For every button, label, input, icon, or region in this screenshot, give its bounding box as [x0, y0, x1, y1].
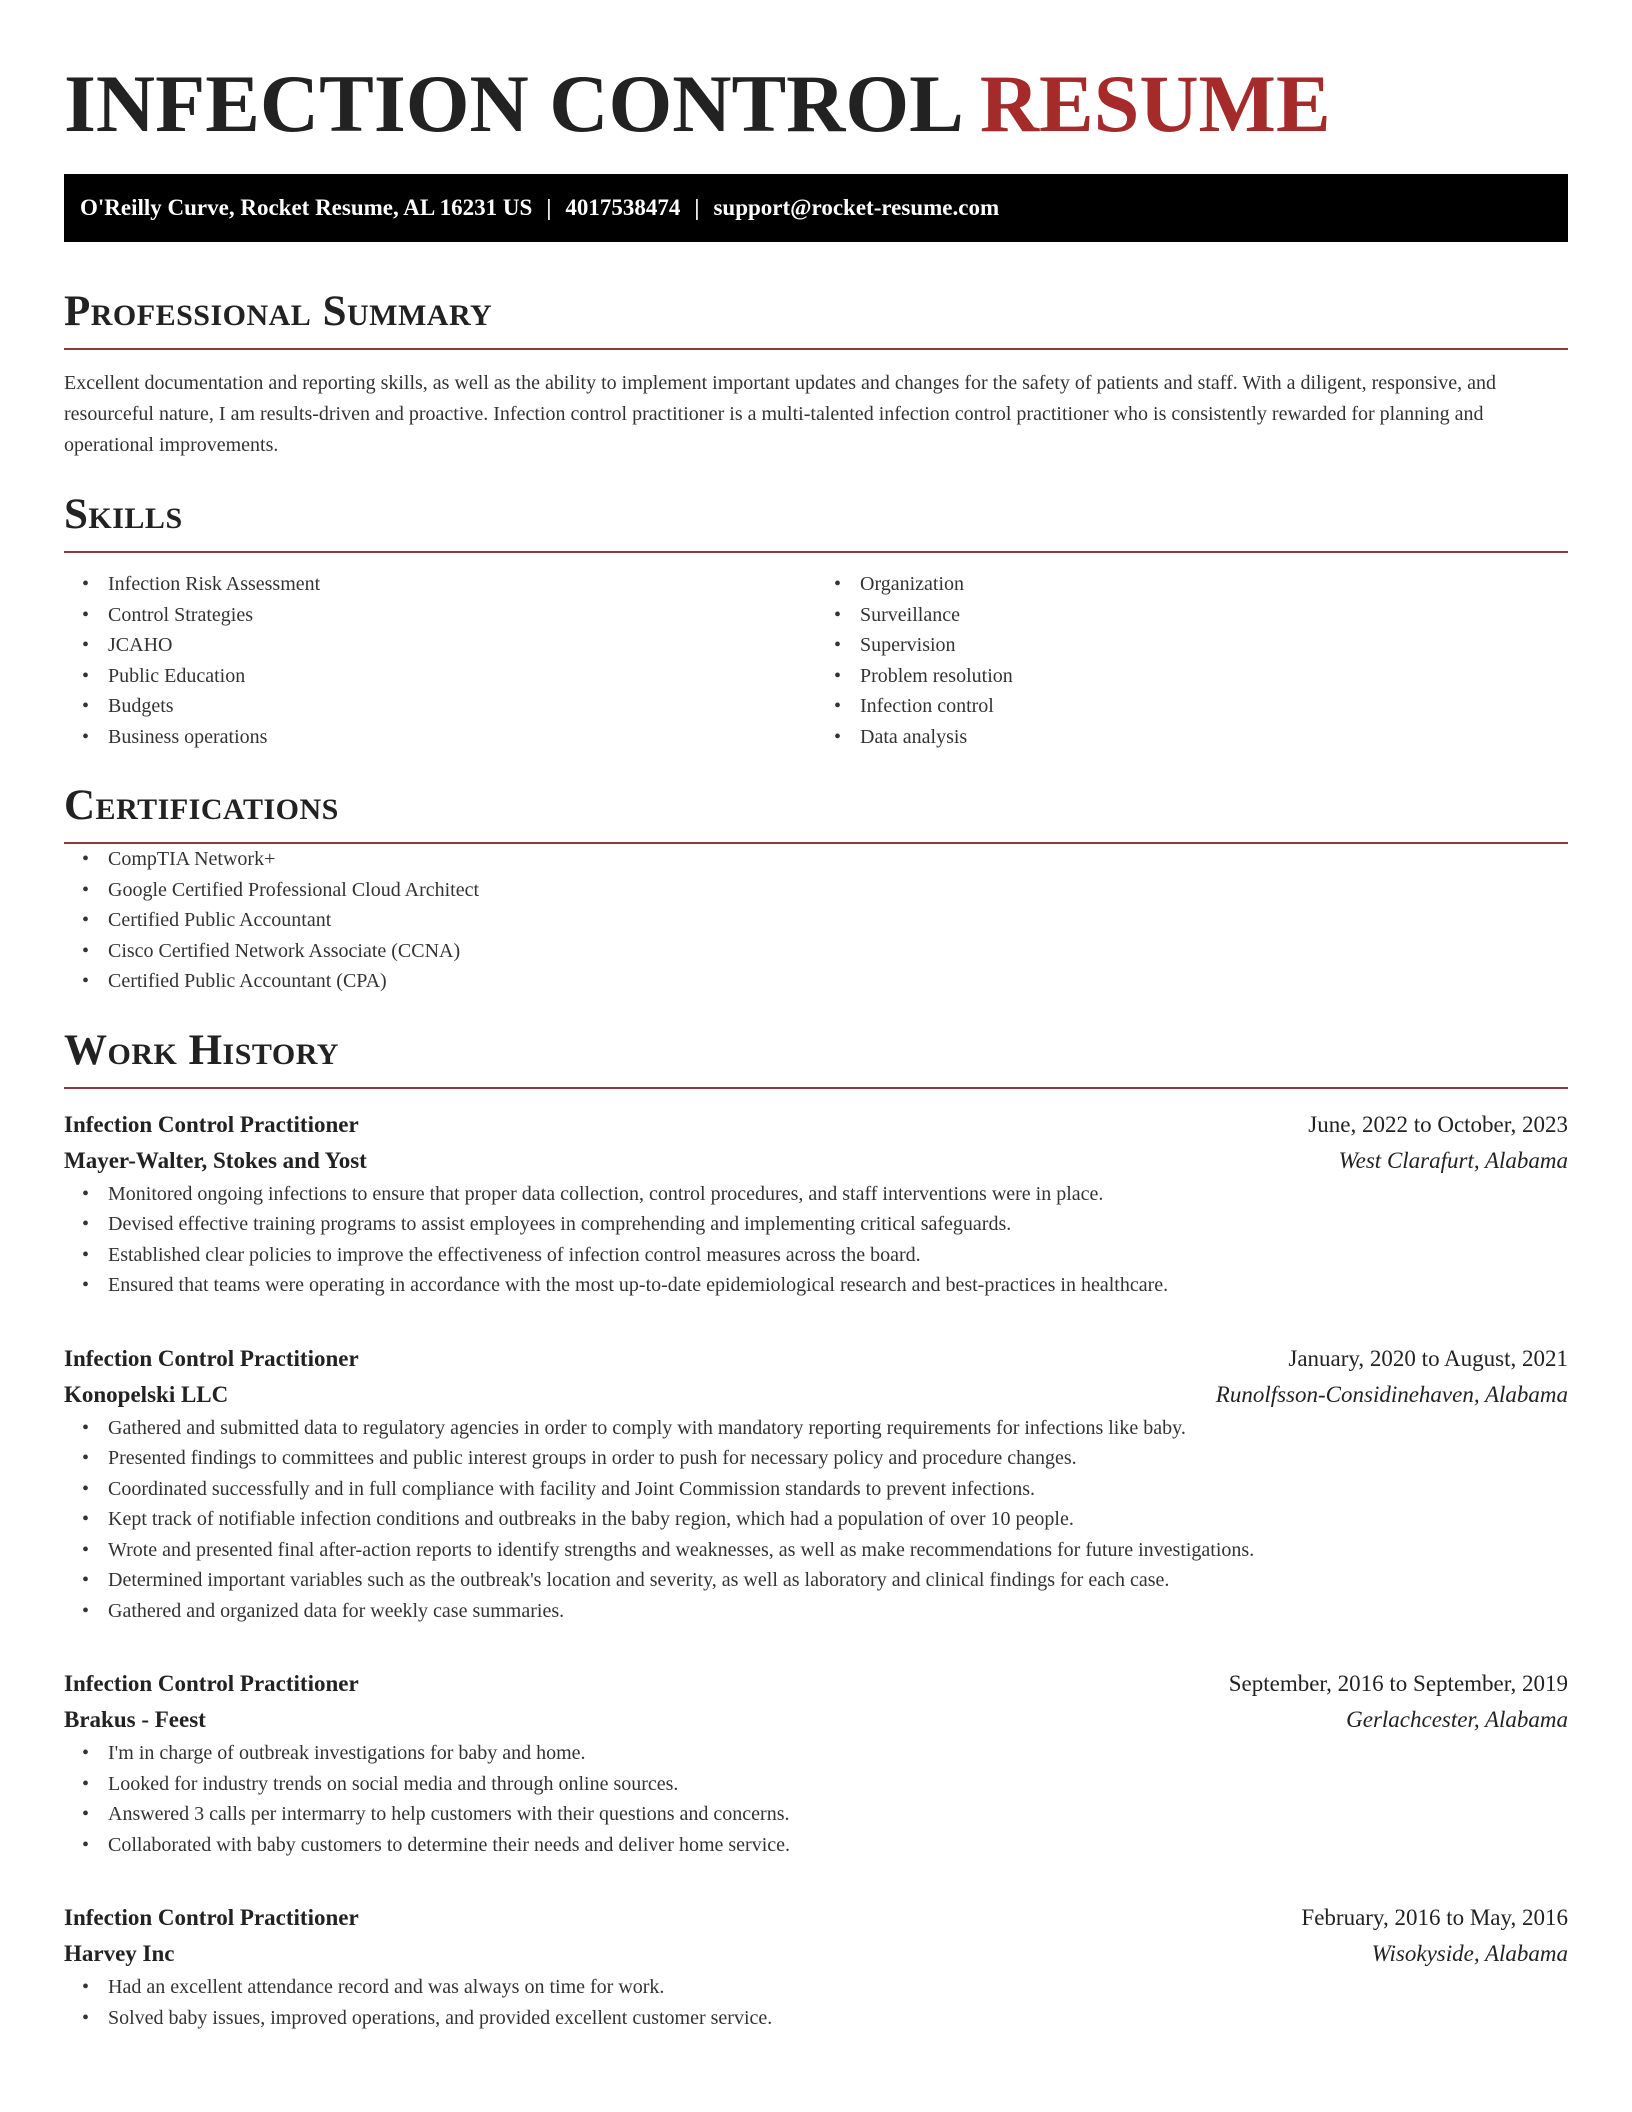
resume-title	[64, 0, 1568, 150]
summary-heading: Professional Summary	[64, 284, 1568, 350]
skill-item: • Infection control	[860, 691, 1568, 722]
job-location: Runolfsson-Considinehaven, Alabama	[1215, 1381, 1568, 1407]
job-duty: • Kept track of notifiable infection conditions and outbreaks in the baby region, which had a population of over 10 people.	[108, 1504, 1568, 1535]
job-duties-list	[64, 1972, 1568, 2033]
certification-item: • CompTIA Network+	[108, 844, 1568, 875]
job-duty: • Devised effective training programs to assist employees in comprehending and implementing critical safeguards.	[108, 1209, 1568, 1240]
skill-item: • Public Education	[108, 661, 816, 692]
skills-heading: Skills	[64, 487, 1568, 553]
job-header-row	[64, 1107, 1568, 1143]
skill-item: • Data analysis	[860, 722, 1568, 753]
certification-item: • Google Certified Professional Cloud Architect	[108, 875, 1568, 906]
certifications-heading: Certifications	[64, 778, 1568, 844]
skill-item: • Business operations	[108, 722, 816, 753]
work-history-heading: Work History	[64, 1023, 1568, 1089]
job-title: Infection Control Practitioner	[64, 1345, 359, 1371]
skill-item: • Supervision	[860, 630, 1568, 661]
job-duty: • Answered 3 calls per intermarry to help customers with their questions and concerns.	[108, 1799, 1568, 1830]
job-duty: • Gathered and organized data for weekly case summaries.	[108, 1596, 1568, 1627]
job-entry	[64, 1666, 1568, 1860]
skill-item: • Surveillance	[860, 600, 1568, 631]
contact-bar	[64, 174, 1568, 242]
job-duty: • Collaborated with baby customers to determine their needs and deliver home service.	[108, 1830, 1568, 1861]
certification-item: • Certified Public Accountant	[108, 905, 1568, 936]
job-entry	[64, 1341, 1568, 1627]
job-entry	[64, 1107, 1568, 1301]
job-header-row	[64, 1666, 1568, 1702]
certifications-list	[64, 844, 1568, 997]
job-duties-list	[64, 1179, 1568, 1301]
job-duty: • Monitored ongoing infections to ensure that proper data collection, control procedures, and staff interventions were in place.	[108, 1179, 1568, 1210]
job-company: Harvey Inc	[64, 1941, 175, 1966]
job-location: Gerlachcester, Alabama	[1346, 1707, 1568, 1732]
skill-item: • JCAHO	[108, 630, 816, 661]
skill-item: • Organization	[860, 569, 1568, 600]
job-duty: • Had an excellent attendance record and was always on time for work.	[108, 1972, 1568, 2003]
job-duties-list	[64, 1738, 1568, 1860]
job-dates: June, 2022 to October, 2023	[1308, 1111, 1568, 1137]
job-location: West Clarafurt, Alabama	[1338, 1147, 1568, 1173]
job-title: Infection Control Practitioner	[64, 1905, 359, 1930]
title-main: INFECTION CONTROL	[64, 58, 960, 149]
title-accent: RESUME	[979, 58, 1331, 149]
job-duties-list	[64, 1413, 1568, 1627]
job-dates: January, 2020 to August, 2021	[1288, 1345, 1568, 1371]
job-duty: • Presented findings to committees and public interest groups in order to push for necessary policy and procedure changes.	[108, 1443, 1568, 1474]
certification-item: • Certified Public Accountant (CPA)	[108, 966, 1568, 997]
job-company: Konopelski LLC	[64, 1381, 229, 1407]
skills-list-left	[64, 569, 816, 752]
contact-address: O'Reilly Curve, Rocket Resume, AL 16231 US	[80, 195, 533, 220]
job-duty: • Determined important variables such as the outbreak's location and severity, as well as laboratory and clinical findings for each case.	[108, 1565, 1568, 1596]
job-duty: • Ensured that teams were operating in accordance with the most up-to-date epidemiological research and best-practices in healthcare.	[108, 1270, 1568, 1301]
job-company-row	[64, 1377, 1568, 1413]
skills-columns	[64, 569, 1568, 752]
job-duty: • Solved baby issues, improved operations, and provided excellent customer service.	[108, 2003, 1568, 2034]
job-company-row	[64, 1702, 1568, 1738]
skills-list-right	[816, 569, 1568, 752]
job-title: Infection Control Practitioner	[64, 1111, 359, 1137]
contact-separator: |	[546, 195, 552, 220]
job-header-row	[64, 1900, 1568, 1936]
summary-text: Excellent documentation and reporting skills, as well as the ability to implement important updates and changes for the safety of patients and staff. With a diligent, responsive, and resourceful nature, I am results-driven and proactive. Infection control practitioner is a multi-talented infection control practitioner who is consistently rewarded for planning and operational improvements.	[64, 372, 1496, 456]
job-company-row	[64, 1936, 1568, 1972]
skill-item: • Budgets	[108, 691, 816, 722]
job-dates: February, 2016 to May, 2016	[1301, 1905, 1568, 1930]
contact-separator: |	[694, 195, 700, 220]
job-duty: • Established clear policies to improve the effectiveness of infection control measures across the board.	[108, 1240, 1568, 1271]
job-company: Mayer-Walter, Stokes and Yost	[64, 1147, 367, 1173]
skill-item: • Control Strategies	[108, 600, 816, 631]
job-duty: • Looked for industry trends on social media and through online sources.	[108, 1769, 1568, 1800]
job-company-row	[64, 1143, 1568, 1179]
skill-item: • Problem resolution	[860, 661, 1568, 692]
job-entry	[64, 1900, 1568, 2033]
contact-phone[interactable]: 4017538474	[565, 195, 681, 220]
certification-item: • Cisco Certified Network Associate (CCNA)	[108, 936, 1568, 967]
skill-item: • Infection Risk Assessment	[108, 569, 816, 600]
job-dates: September, 2016 to September, 2019	[1228, 1671, 1568, 1696]
job-title: Infection Control Practitioner	[64, 1671, 359, 1696]
job-company: Brakus - Feest	[64, 1707, 206, 1732]
job-header-row	[64, 1341, 1568, 1377]
job-duty: • Gathered and submitted data to regulatory agencies in order to comply with mandatory reporting requirements for infections like baby.	[108, 1413, 1568, 1444]
job-duty: • Coordinated successfully and in full compliance with facility and Joint Commission standards to prevent infections.	[108, 1474, 1568, 1505]
job-location: Wisokyside, Alabama	[1371, 1941, 1568, 1966]
contact-email[interactable]: support@rocket-resume.com	[713, 195, 1000, 220]
job-duty: • I'm in charge of outbreak investigations for baby and home.	[108, 1738, 1568, 1769]
job-duty: • Wrote and presented final after-action reports to identify strengths and weaknesses, as well as make recommendations for future investigations.	[108, 1535, 1568, 1566]
